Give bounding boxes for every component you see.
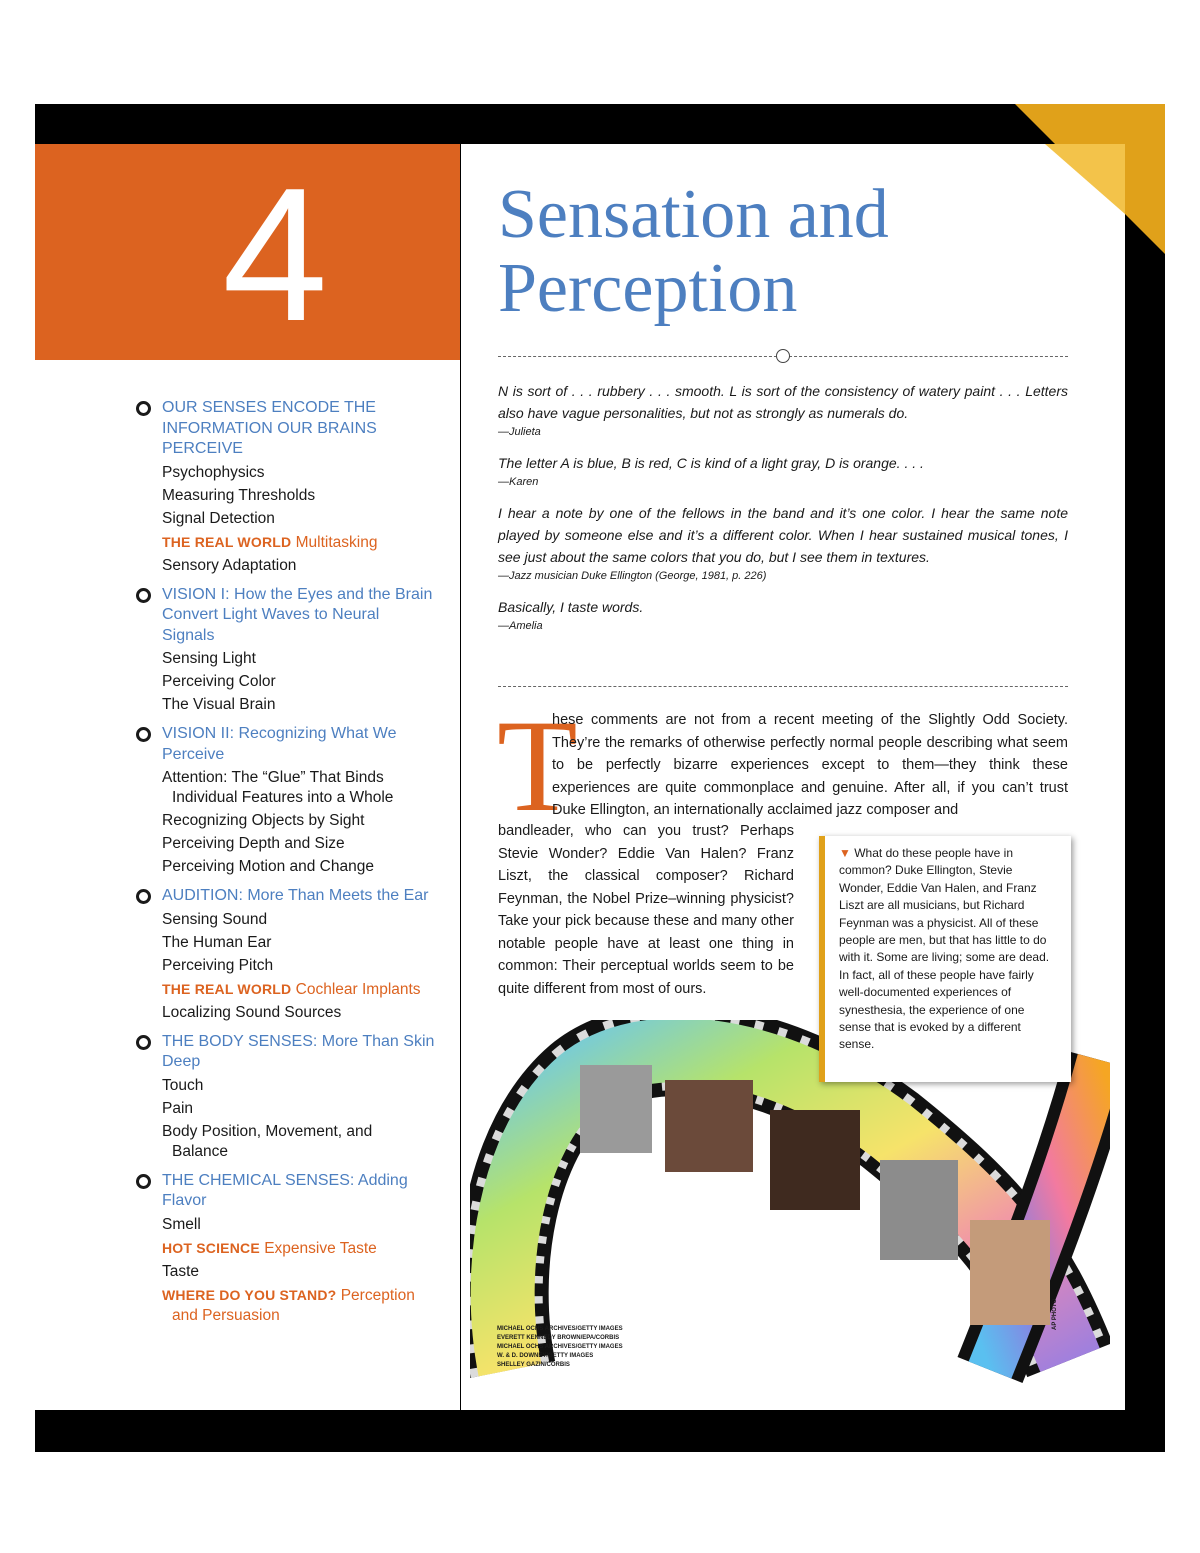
caption-text bbox=[839, 845, 1059, 1054]
outline-item[interactable]: Psychophysics bbox=[162, 463, 265, 481]
section-bullet-icon bbox=[136, 1174, 151, 1189]
chapter-outline bbox=[136, 398, 436, 1335]
outline-item[interactable]: Recognizing Objects by Sight bbox=[162, 812, 365, 829]
chapter-title-line: Perception bbox=[498, 250, 798, 327]
quote-attribution: —Amelia bbox=[498, 620, 543, 632]
credit-line: MICHAEL OCHS ARCHIVES/GETTY IMAGES bbox=[497, 1344, 623, 1350]
quote-attribution: —Karen bbox=[498, 476, 539, 488]
outline-item-line: Attention: The “Glue” That Binds bbox=[162, 769, 384, 786]
section-heading[interactable]: THE BODY SENSES: More Than Skin Deep bbox=[162, 1032, 435, 1070]
quote bbox=[498, 502, 1068, 584]
outline-item[interactable]: Measuring Thresholds bbox=[162, 486, 316, 504]
feature-title-line: and Persuasion bbox=[172, 1306, 280, 1324]
section-heading[interactable]: VISION II: Recognizing What We Perceive bbox=[162, 725, 397, 763]
feature-label: THE REAL WORLD bbox=[162, 533, 292, 550]
outline-item[interactable]: Perceiving Depth and Size bbox=[162, 835, 345, 852]
outline-item[interactable]: Sensing Sound bbox=[162, 910, 268, 928]
quote-text: Basically, I taste words. bbox=[498, 599, 644, 615]
feature-title: Perception bbox=[340, 1286, 415, 1304]
section-heading[interactable]: AUDITION: More Than Meets the Ear bbox=[162, 887, 429, 904]
outline-item[interactable]: The Human Ear bbox=[162, 933, 272, 951]
chapter-number: 4 bbox=[222, 149, 328, 361]
outline-item[interactable]: Sensory Adaptation bbox=[162, 556, 297, 574]
outline-section bbox=[136, 1171, 436, 1326]
chapter-title bbox=[498, 178, 1058, 326]
section-bullet-icon bbox=[136, 889, 151, 904]
photo-eddie-van-halen bbox=[770, 1110, 860, 1210]
credit-line: MICHAEL OCHS ARCHIVES/GETTY IMAGES bbox=[497, 1326, 623, 1332]
photo-credits bbox=[497, 1325, 623, 1370]
outline-item[interactable]: Pain bbox=[162, 1099, 194, 1117]
section-bullet-icon bbox=[136, 401, 151, 416]
section-heading[interactable]: OUR SENSES ENCODE THE INFORMATION OUR BRAINS PERCEIVE bbox=[162, 399, 377, 457]
outline-feature-item[interactable] bbox=[162, 1285, 436, 1326]
credit-line: W. & D. DOWNEY/GETTY IMAGES bbox=[497, 1353, 594, 1359]
quote bbox=[498, 380, 1068, 440]
outline-item[interactable]: Sensing Light bbox=[162, 650, 256, 667]
section-bullet-icon bbox=[136, 727, 151, 742]
body-paragraph-part: bandleader, who can you trust? Perhaps Stevie Wonder? Eddie Van Halen? Franz Liszt, the classical composer? Richard Feynman, the Nobel Prize–winning physicist? Take your pick because these and many other notable people have at least one thing in common: Their perceptual worlds seem to be quite different from most of ours. bbox=[498, 823, 794, 997]
outline-item[interactable]: Perceiving Color bbox=[162, 673, 276, 690]
photo-duke-ellington bbox=[580, 1065, 652, 1153]
section-bullet-icon bbox=[136, 588, 151, 603]
outline-item[interactable]: Localizing Sound Sources bbox=[162, 1003, 342, 1021]
outline-section bbox=[136, 724, 436, 877]
feature-label: HOT SCIENCE bbox=[162, 1239, 260, 1256]
quote-attribution: —Julieta bbox=[498, 426, 541, 438]
section-bullet-icon bbox=[136, 1035, 151, 1050]
epigraph-quotes bbox=[498, 380, 1068, 646]
photo-caption bbox=[819, 836, 1071, 1082]
quote bbox=[498, 452, 1068, 490]
outline-item[interactable]: The Visual Brain bbox=[162, 696, 276, 713]
outline-item[interactable]: Signal Detection bbox=[162, 509, 275, 527]
feature-label: THE REAL WORLD bbox=[162, 980, 292, 997]
section-heading[interactable]: VISION I: How the Eyes and the Brain Convert Light Waves to Neural Signals bbox=[162, 585, 433, 644]
quotes-divider bbox=[498, 686, 1068, 687]
outline-item-line: Balance bbox=[172, 1142, 229, 1160]
quote bbox=[498, 596, 1068, 634]
outline-item-line: Body Position, Movement, and bbox=[162, 1122, 373, 1140]
outline-section bbox=[136, 1032, 436, 1162]
quote-attribution: —Jazz musician Duke Ellington (George, 1981, p. 226) bbox=[498, 570, 767, 582]
credit-line: EVERETT KENNEDY BROWN/EPA/CORBIS bbox=[497, 1335, 620, 1341]
outline-item[interactable]: Taste bbox=[162, 1262, 200, 1280]
outline-feature-item[interactable] bbox=[162, 1238, 436, 1259]
caption-body: What do these people have in common? Duke Ellington, Stevie Wonder, Eddie Van Halen, and Franz Liszt are all musicians, but Richard Feynman was a physicist. All of these people are men, but that has little to do with it. Some are living; some are dead. In fact, all of these people have fairly well-documented experiences of synesthesia, the experience of one sense that is evoked by a different sense. bbox=[839, 846, 1050, 1052]
feature-label: WHERE DO YOU STAND? bbox=[162, 1286, 337, 1303]
outline-section bbox=[136, 585, 436, 716]
quote-text: I hear a note by one of the fellows in the band and it’s one color. I hear the same note played by someone else and it’s a different color. When I hear sustained musical tones, I see just about the same colors that you do, but I see them in textures. bbox=[498, 505, 1068, 565]
section-heading[interactable]: THE CHEMICAL SENSES: Adding Flavor bbox=[162, 1171, 408, 1209]
outline-item[interactable] bbox=[162, 768, 436, 808]
chapter-title-line: Sensation and bbox=[498, 176, 889, 253]
outline-item[interactable]: Perceiving Motion and Change bbox=[162, 858, 374, 875]
outline-item[interactable]: Touch bbox=[162, 1076, 204, 1094]
outline-item[interactable] bbox=[162, 1122, 436, 1162]
quote-text: N is sort of . . . rubbery . . . smooth. L is sort of the consistency of watery paint . . . Letters also have vague personalities, but not as strongly as numerals do. bbox=[498, 383, 1068, 421]
feature-title: Multitasking bbox=[295, 533, 378, 551]
caption-marker-icon: ▼ bbox=[839, 846, 851, 860]
credit-line: SHELLEY GAZIN/CORBIS bbox=[497, 1362, 570, 1368]
outline-item-line: Individual Features into a Whole bbox=[172, 789, 394, 806]
outline-section bbox=[136, 886, 436, 1023]
divider-circle-icon bbox=[776, 349, 790, 363]
outline-item[interactable]: Smell bbox=[162, 1215, 201, 1233]
outline-feature-item[interactable] bbox=[162, 532, 436, 553]
feature-title: Cochlear Implants bbox=[295, 980, 421, 998]
outline-section bbox=[136, 398, 436, 576]
outline-item[interactable]: Perceiving Pitch bbox=[162, 956, 274, 974]
body-paragraph-part: hese comments are not from a recent meeting of the Slightly Odd Society. They’re the remarks of otherwise perfectly normal people describing what seem to be perfectly bizarre experiences except to them—they think these experiences are quite commonplace and genuine. After all, if you can’t trust Duke Ellington, an internationally acclaimed jazz composer and bbox=[552, 712, 1068, 818]
photo-richard-feynman bbox=[970, 1220, 1050, 1325]
quote-text: The letter A is blue, B is red, C is kind of a light gray, D is orange. . . . bbox=[498, 455, 924, 471]
feature-title: Expensive Taste bbox=[264, 1239, 377, 1257]
photo-stevie-wonder bbox=[665, 1080, 753, 1172]
drop-cap: T bbox=[497, 692, 578, 839]
photo-franz-liszt bbox=[880, 1160, 958, 1260]
outline-feature-item[interactable] bbox=[162, 979, 436, 1000]
side-photo-credit: AP PHOTO bbox=[1052, 1298, 1058, 1330]
